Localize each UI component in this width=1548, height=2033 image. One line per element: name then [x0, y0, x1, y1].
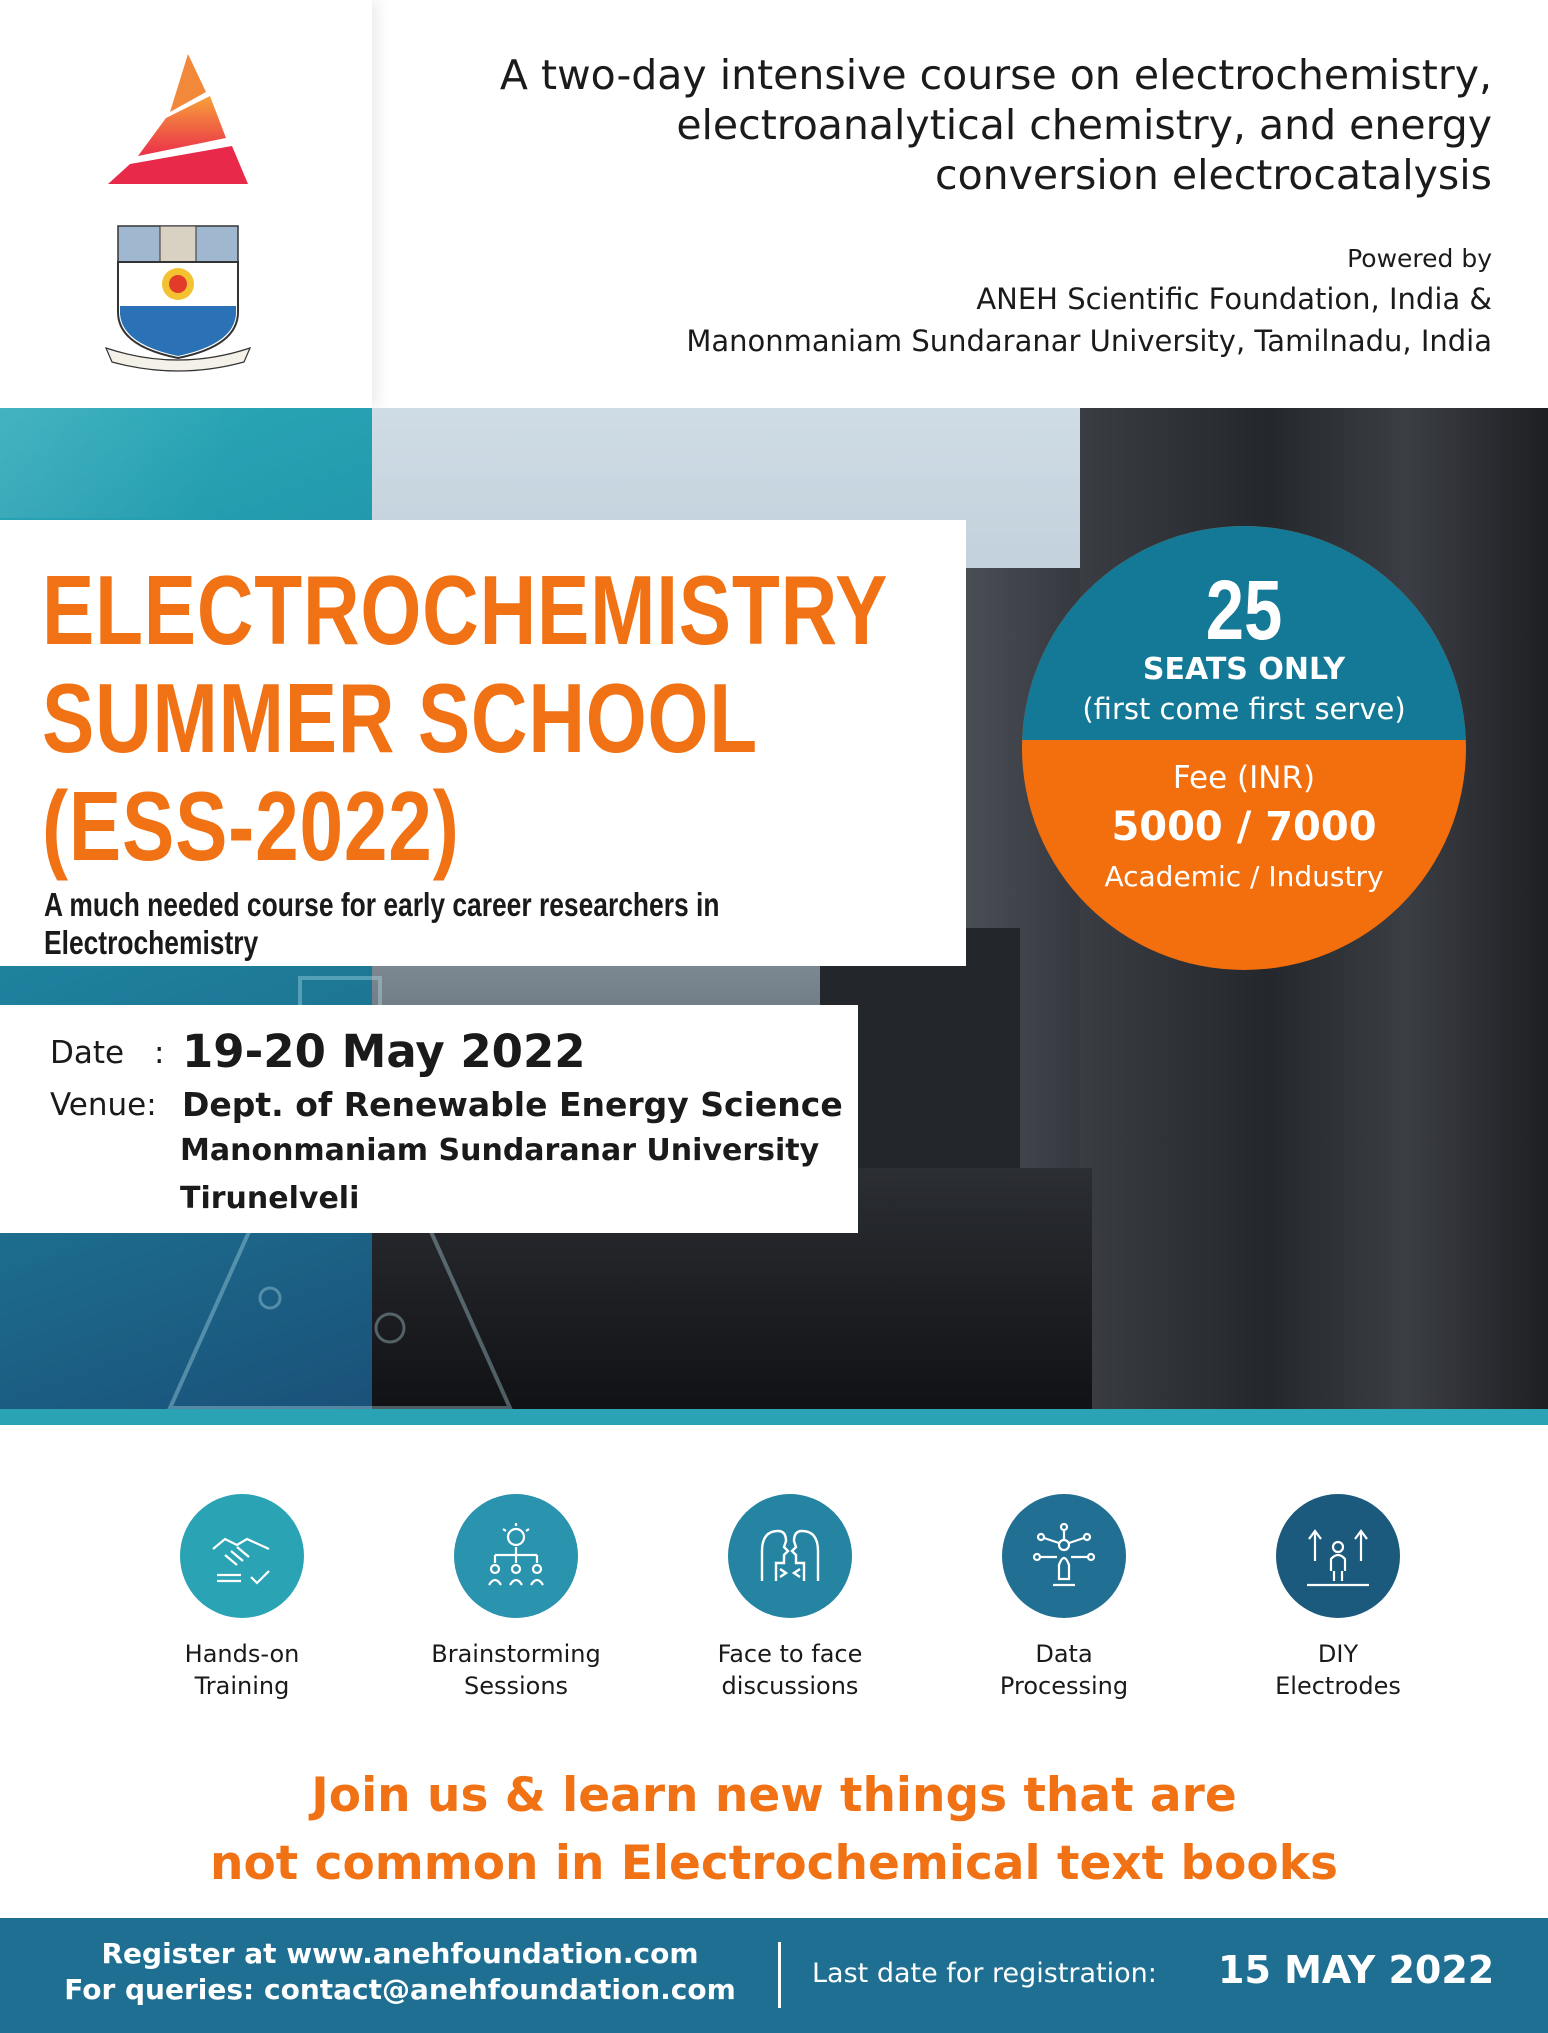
venue-line: Dept. of Renewable Energy Science — [182, 1085, 843, 1124]
title-line: SUMMER SCHOOL — [42, 663, 758, 773]
aneh-triangle-logo-icon — [108, 52, 258, 187]
feature-label: Data Processing — [999, 1640, 1129, 1700]
university-crest-icon — [98, 222, 258, 372]
title-line: (ESS-2022) — [42, 771, 460, 881]
contact-email-link[interactable]: For queries: contact@anehfoundation.com — [64, 1973, 736, 2006]
date-venue-card — [0, 1005, 858, 1233]
handshake-icon — [207, 1521, 277, 1591]
organizer-2: Manonmaniam Sundaranar University, Tamilnadu, India — [686, 324, 1492, 358]
title-card — [0, 520, 966, 966]
feature-circle — [1002, 1494, 1126, 1618]
date-colon: : — [154, 1035, 165, 1071]
feature-data-processing — [944, 1494, 1184, 1702]
cta-line: not common in Electrochemical text books — [210, 1836, 1338, 1891]
page-title — [42, 555, 889, 881]
seats-count: 25 — [1205, 563, 1283, 657]
feature-label: DIY Electrodes — [1275, 1640, 1401, 1700]
venue-line: Manonmaniam Sundaranar University — [180, 1133, 820, 1168]
powered-by-label: Powered by — [1347, 244, 1492, 273]
feature-diy-electrodes — [1218, 1494, 1458, 1702]
date-label: Date — [50, 1035, 125, 1071]
organizer-1: ANEH Scientific Foundation, India & — [976, 282, 1492, 316]
last-date-label: Last date for registration: — [812, 1958, 1157, 1989]
title-subtitle: A much needed course for early career researchers in Electrochemistry — [44, 886, 720, 961]
logo-column — [0, 0, 372, 408]
feature-circle — [180, 1494, 304, 1618]
seats-label: SEATS ONLY — [1142, 652, 1346, 687]
feature-circle — [1276, 1494, 1400, 1618]
cta-line: Join us & learn new things that are — [311, 1768, 1237, 1823]
headline-line: electroanalytical chemistry, and energy — [676, 101, 1492, 149]
fee-note: Academic / Industry — [1104, 860, 1384, 893]
idea-network-icon — [481, 1521, 551, 1591]
feature-face-to-face-discussions — [670, 1494, 910, 1702]
feature-circle — [454, 1494, 578, 1618]
seats-fee-badge — [1022, 526, 1466, 970]
feature-hands-on-training — [122, 1494, 362, 1702]
data-network-icon — [1029, 1521, 1099, 1591]
electrodes-icon — [1303, 1521, 1373, 1591]
seats-note: (first come first serve) — [1082, 692, 1406, 726]
date-value: 19-20 May 2022 — [182, 1025, 586, 1078]
feature-circle — [728, 1494, 852, 1618]
headline-line: A two-day intensive course on electrochemistry, — [499, 51, 1492, 99]
footer-contact — [40, 1936, 760, 2008]
feature-brainstorming-sessions — [396, 1494, 636, 1702]
register-link[interactable]: Register at www.anehfoundation.com — [101, 1937, 699, 1970]
last-date-value: 15 MAY 2022 — [1218, 1948, 1495, 1992]
headline-line: conversion electrocatalysis — [935, 151, 1492, 199]
venue-line: Tirunelveli — [180, 1181, 360, 1216]
fee-label: Fee (INR) — [1172, 760, 1316, 796]
footer-divider — [778, 1942, 781, 2008]
title-line: ELECTROCHEMISTRY — [42, 555, 889, 665]
footer-bar — [0, 1918, 1548, 2033]
feature-label: Hands-on Training — [184, 1640, 300, 1700]
feature-label: Brainstorming Sessions — [431, 1640, 601, 1700]
powered-by-block — [686, 240, 1492, 362]
course-headline — [392, 50, 1492, 200]
venue-label: Venue: — [50, 1087, 157, 1123]
hero-bottom-rule — [0, 1409, 1548, 1425]
fee-value: 5000 / 7000 — [1111, 804, 1377, 850]
feature-label: Face to face discussions — [717, 1640, 863, 1700]
face-to-face-icon — [754, 1521, 826, 1591]
call-to-action — [0, 1762, 1548, 1898]
